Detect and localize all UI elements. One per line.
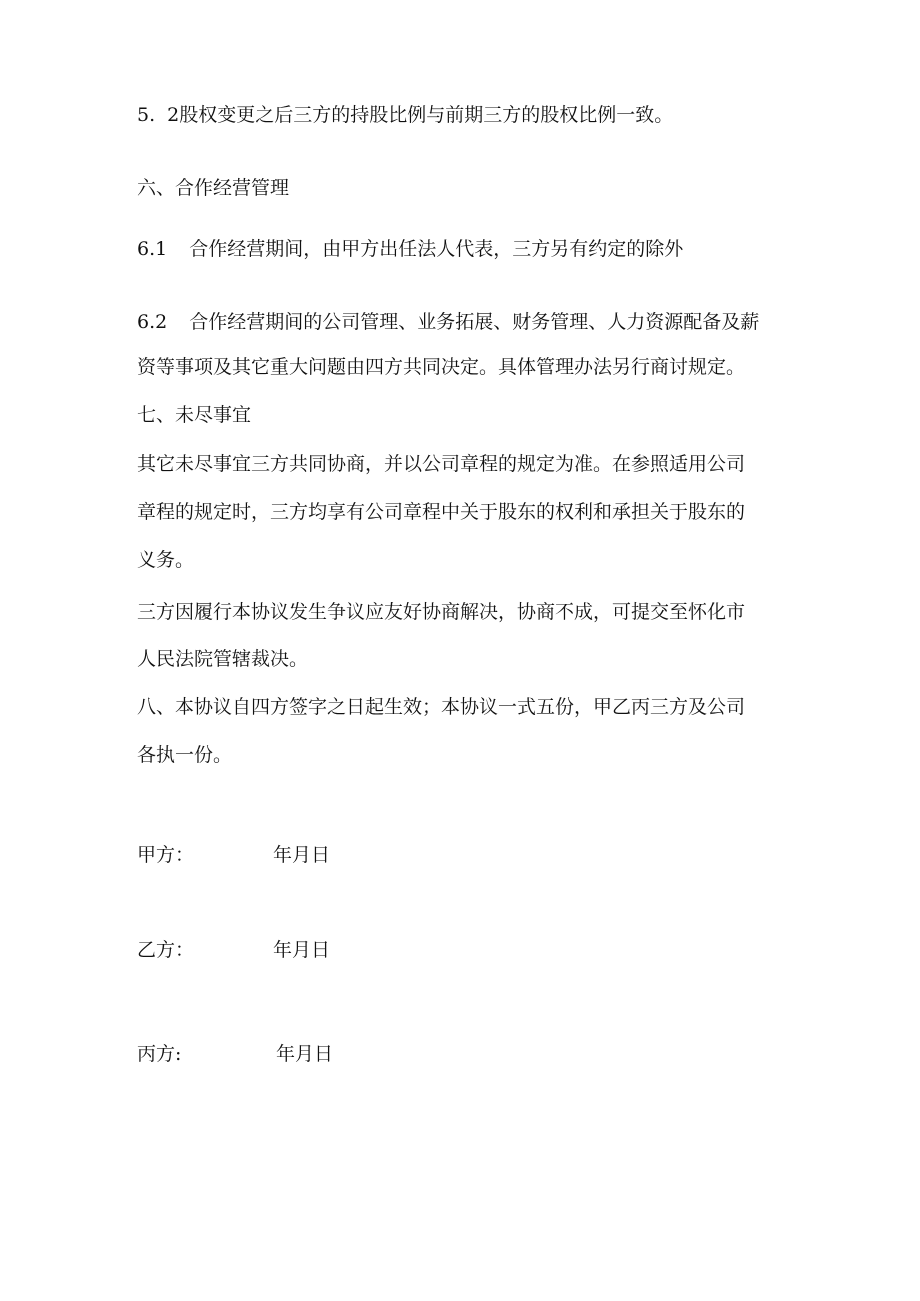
signature-party-b-label: 乙方： bbox=[137, 939, 195, 961]
clause-6-2-line-2: 资等事项及其它重大问题由四方共同决定。具体管理办法另行商讨规定。 bbox=[137, 356, 746, 378]
signature-party-c-date: 年月日 bbox=[276, 1043, 334, 1065]
section-7-para-1-line-3: 义务。 bbox=[137, 549, 195, 571]
section-7-para-1-line-2: 章程的规定时，三方均享有公司章程中关于股东的权利和承担关于股东的 bbox=[137, 501, 746, 523]
clause-6-2-line-1 bbox=[137, 310, 759, 334]
clause-6-1-text: 合作经营期间，由甲方出任法人代表，三方另有约定的除外 bbox=[189, 238, 684, 260]
signature-party-a-label: 甲方： bbox=[137, 844, 195, 866]
section-8-line-2: 各执一份。 bbox=[137, 744, 233, 766]
clause-5-2-number: 5. bbox=[137, 104, 156, 126]
signature-party-b-date: 年月日 bbox=[273, 939, 331, 961]
section-6-title: 六、合作经营管理 bbox=[137, 177, 290, 199]
clause-6-2-number: 6.2 bbox=[137, 311, 168, 333]
section-8-line-1: 八、本协议自四方签字之日起生效；本协议一式五份，甲乙丙三方及公司 bbox=[137, 696, 746, 718]
signature-party-a-date: 年月日 bbox=[273, 844, 331, 866]
section-7-para-1-line-1: 其它未尽事宜三方共同协商，并以公司章程的规定为准。在参照适用公司 bbox=[137, 453, 746, 475]
section-7-para-2-line-2: 人民法院管辖裁决。 bbox=[137, 648, 309, 670]
clause-5-2-text: 2股权变更之后三方的持股比例与前期三方的股权比例一致。 bbox=[167, 104, 674, 126]
signature-party-c-label: 丙方: bbox=[137, 1043, 182, 1065]
section-7-title: 七、未尽事宜 bbox=[137, 404, 252, 426]
clause-5-2 bbox=[137, 103, 673, 127]
clause-6-1-number: 6.1 bbox=[137, 238, 168, 260]
section-7-para-2-line-1: 三方因履行本协议发生争议应友好协商解决，协商不成，可提交至怀化市 bbox=[137, 601, 746, 623]
clause-6-2-text-1: 合作经营期间的公司管理、业务拓展、财务管理、人力资源配备及薪 bbox=[189, 311, 760, 333]
clause-6-1 bbox=[137, 237, 683, 261]
